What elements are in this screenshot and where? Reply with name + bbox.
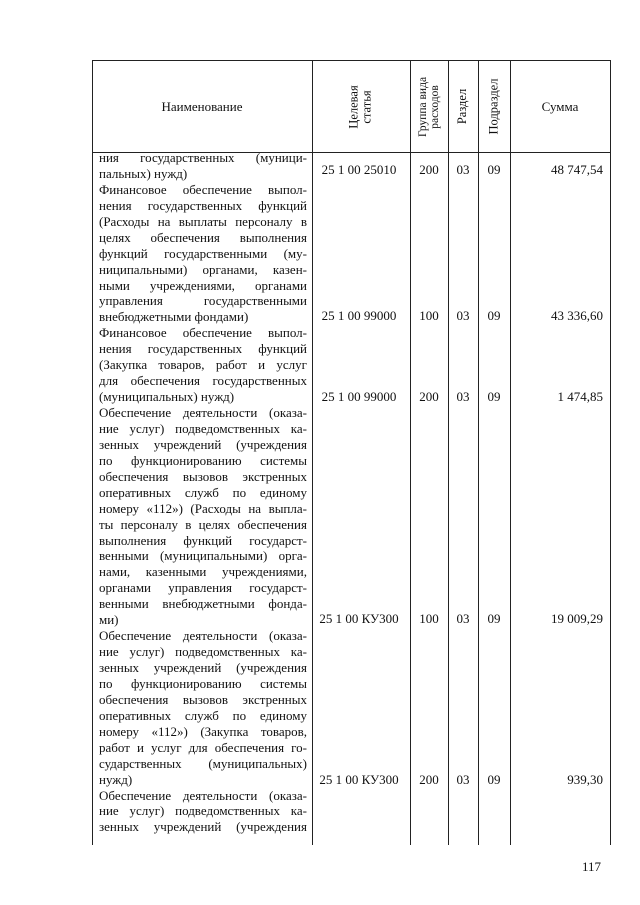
- name-line: [99, 278, 307, 294]
- name-word: нужд): [99, 771, 133, 787]
- name-line: [99, 309, 307, 325]
- name-line: [99, 803, 307, 819]
- name-word: ние: [99, 420, 119, 436]
- name-word: «112»): [146, 500, 183, 516]
- name-word: государственных: [147, 341, 243, 357]
- name-word: системы: [260, 675, 307, 691]
- name-word: ка-: [290, 644, 307, 660]
- name-word: учреждениями,: [149, 277, 235, 293]
- name-word: учреждениями,: [221, 564, 307, 580]
- name-word: (Закупка: [200, 723, 249, 739]
- name-word: функций: [258, 197, 307, 213]
- name-line: [99, 389, 307, 405]
- name-word: венными: [99, 596, 149, 612]
- name-word: оперативных: [99, 484, 172, 500]
- name-line: [99, 580, 307, 596]
- name-word: органами: [254, 277, 307, 293]
- header-subsection-label: Подраздел: [486, 78, 501, 135]
- name-word: в: [185, 516, 192, 532]
- header-sum-label: Сумма: [541, 98, 579, 114]
- name-word: персоналу: [235, 213, 293, 229]
- name-word: и: [136, 739, 144, 755]
- cell-sum: 19 009,29: [551, 611, 603, 626]
- cell-code: 25 1 00 99000: [321, 389, 397, 404]
- name-word: казенными: [145, 564, 207, 580]
- name-word: для: [99, 373, 119, 389]
- name-word: управления: [99, 293, 163, 309]
- header-code-line: статья: [360, 89, 374, 124]
- name-line: [99, 596, 307, 612]
- name-line: [99, 182, 307, 198]
- cell-code: 25 1 00 25010: [321, 162, 397, 177]
- name-word: подведомственных: [175, 644, 280, 660]
- name-line: [99, 628, 307, 644]
- name-word: учреждений: [153, 660, 222, 675]
- header-subsection: [478, 61, 510, 152]
- name-word: номеру: [99, 723, 140, 739]
- cell-group: 200: [419, 389, 439, 404]
- name-word: обеспечения: [237, 516, 307, 532]
- cell-subsection: 09: [487, 162, 501, 177]
- name-word: и: [258, 357, 266, 373]
- name-word: функционированию: [130, 452, 242, 468]
- cell-group: 200: [419, 162, 439, 177]
- name-word: выплаты: [178, 213, 227, 229]
- name-word: для: [188, 739, 208, 755]
- name-line: [99, 533, 307, 549]
- name-line: [99, 293, 307, 309]
- name-word: экстренных: [242, 691, 307, 707]
- name-word: работ: [99, 739, 130, 755]
- name-line: [99, 676, 307, 692]
- name-word: вызовов: [182, 691, 228, 707]
- name-word: по: [99, 452, 113, 468]
- name-line: [99, 548, 307, 564]
- cell-sum: 1 474,85: [557, 389, 603, 404]
- name-word: ными: [99, 277, 130, 293]
- name-word: ния: [99, 150, 119, 165]
- name-word: государст-: [249, 580, 307, 596]
- name-word: государственных: [140, 150, 235, 165]
- name-word: обеспечение: [182, 181, 252, 197]
- cell-group: 100: [419, 611, 439, 626]
- name-line: [99, 756, 307, 772]
- name-word: (учреждения: [236, 660, 307, 675]
- name-word: работ: [215, 357, 247, 373]
- name-word: деятельности: [182, 628, 258, 644]
- name-word: функций: [183, 532, 233, 548]
- name-word: орга-: [278, 548, 307, 564]
- name-line: [99, 166, 307, 182]
- name-line: [99, 437, 307, 453]
- cell-subsection: 09: [487, 611, 501, 626]
- name-word: фонда-: [268, 596, 307, 612]
- name-word: персоналу: [120, 516, 178, 532]
- name-word: сударственных: [99, 755, 182, 771]
- name-column-text: [99, 150, 307, 835]
- name-word: служб: [184, 484, 219, 500]
- cell-code: 25 1 00 КУ300: [319, 611, 399, 626]
- name-word: ми): [99, 612, 119, 628]
- name-word: (муниципальных): [208, 755, 307, 771]
- name-word: зенных: [99, 819, 140, 835]
- name-word: в: [300, 213, 307, 229]
- name-word: нения: [99, 341, 132, 357]
- name-word: внебюджетными фондами): [99, 309, 249, 325]
- name-word: государст-: [249, 532, 307, 548]
- name-line: [99, 660, 307, 676]
- column-divider: [478, 60, 479, 845]
- name-word: органами,: [202, 261, 258, 277]
- name-word: выпла-: [268, 500, 307, 516]
- cell-subsection: 09: [487, 308, 501, 323]
- cell-sum: 939,30: [567, 772, 603, 787]
- table-border-right: [610, 60, 611, 845]
- header-sum: [510, 61, 610, 152]
- name-line: [99, 453, 307, 469]
- name-word: венными: [99, 548, 149, 564]
- page-number: 117: [582, 859, 602, 874]
- name-word: ние: [99, 803, 119, 819]
- cell-sum: 43 336,60: [551, 308, 603, 323]
- name-line: [99, 421, 307, 437]
- name-word: деятельности: [182, 787, 258, 803]
- name-word: обеспечения: [150, 229, 220, 245]
- name-word: управления: [168, 580, 233, 596]
- column-divider: [312, 60, 313, 845]
- name-word: товаров,: [260, 723, 307, 739]
- name-word: функций: [258, 341, 307, 357]
- cell-group: 200: [419, 772, 439, 787]
- cell-subsection: 09: [487, 389, 501, 404]
- header-group-line: расходов: [429, 84, 442, 129]
- name-word: услуг: [150, 739, 182, 755]
- name-word: номеру: [99, 500, 140, 516]
- name-word: (му-: [283, 245, 307, 261]
- header-code-label: [348, 85, 374, 128]
- name-word: го-: [291, 739, 307, 755]
- name-line: [99, 357, 307, 373]
- header-section-label: Раздел: [455, 88, 470, 125]
- name-word: (учреждения: [236, 819, 307, 835]
- name-line: [99, 246, 307, 262]
- name-word: системы: [260, 452, 307, 468]
- name-word: подведомственных: [175, 803, 280, 819]
- name-word: Обеспечение: [99, 628, 172, 644]
- name-word: (Расходы: [190, 500, 241, 516]
- name-word: Финансовое: [99, 325, 167, 341]
- name-word: учреждений: [153, 819, 222, 835]
- name-line: [99, 469, 307, 485]
- name-word: оперативных: [99, 707, 172, 723]
- cell-section: 03: [456, 308, 470, 323]
- name-word: зенных: [99, 436, 140, 452]
- name-line: [99, 517, 307, 533]
- name-line: [99, 198, 307, 214]
- name-word: (муници-: [255, 150, 307, 165]
- name-line: [99, 644, 307, 660]
- name-word: нения: [99, 197, 132, 213]
- name-word: обеспечение: [182, 325, 252, 341]
- name-word: услуг): [129, 644, 165, 660]
- name-word: органами: [99, 580, 152, 596]
- name-word: ты: [99, 516, 114, 532]
- name-line: [99, 230, 307, 246]
- name-word: зенных: [99, 660, 140, 675]
- name-word: ние: [99, 644, 119, 660]
- cell-code: 25 1 00 КУ300: [319, 772, 399, 787]
- name-word: (Закупка: [99, 357, 148, 373]
- name-word: функций: [99, 245, 148, 261]
- name-word: Финансовое: [99, 181, 167, 197]
- cell-subsection: 09: [487, 772, 501, 787]
- name-word: казен-: [272, 261, 307, 277]
- name-word: выпол-: [268, 181, 307, 197]
- name-word: (оказа-: [269, 787, 307, 803]
- name-word: выполнения: [99, 532, 167, 548]
- name-line: [99, 214, 307, 230]
- name-word: внебюджетными: [162, 596, 255, 612]
- header-code-line: Целевая: [347, 84, 361, 129]
- name-word: на: [248, 500, 262, 516]
- table-border-left: [92, 60, 93, 845]
- cell-section: 03: [456, 611, 470, 626]
- name-line: [99, 772, 307, 788]
- name-line: [99, 819, 307, 835]
- name-word: Обеспечение: [99, 405, 172, 420]
- name-word: услуг: [276, 357, 307, 373]
- name-word: функционированию: [130, 675, 242, 691]
- name-word: единому: [259, 707, 307, 723]
- name-word: (учреждения: [236, 436, 307, 452]
- cell-section: 03: [456, 162, 470, 177]
- name-word: единому: [259, 484, 307, 500]
- name-word: государственных: [147, 197, 243, 213]
- name-word: выполнения: [239, 229, 307, 245]
- name-word: подведомственных: [175, 420, 280, 436]
- name-word: ка-: [290, 420, 307, 436]
- header-code: [312, 61, 410, 152]
- name-word: ниципальными): [99, 261, 188, 277]
- cell-sum: 48 747,54: [551, 162, 603, 177]
- name-word: (Расходы: [99, 213, 150, 229]
- name-word: обеспечения: [130, 373, 201, 389]
- name-word: обеспечения: [99, 691, 169, 707]
- name-word: учреждений: [153, 436, 222, 452]
- name-word: (муниципальными): [159, 548, 268, 564]
- name-line: [99, 740, 307, 756]
- cell-section: 03: [456, 772, 470, 787]
- name-word: по: [99, 675, 113, 691]
- name-word: по: [232, 484, 247, 500]
- name-word: (оказа-: [269, 628, 307, 644]
- column-divider: [510, 60, 511, 845]
- name-word: государственных: [212, 373, 307, 389]
- name-word: «112»): [151, 723, 188, 739]
- name-word: на: [157, 213, 171, 229]
- header-name: [92, 61, 312, 152]
- name-word: товаров,: [158, 357, 205, 373]
- name-line: [99, 788, 307, 804]
- name-word: услуг): [129, 420, 165, 436]
- name-line: [99, 262, 307, 278]
- name-line: [99, 325, 307, 341]
- header-group-line: Группа вида: [417, 76, 430, 137]
- header-group-label: [417, 76, 441, 136]
- name-line: [99, 485, 307, 501]
- name-word: служб: [184, 707, 219, 723]
- column-divider: [448, 60, 449, 845]
- name-word: целях: [99, 229, 131, 245]
- name-word: (оказа-: [269, 405, 307, 420]
- header-name-label: Наименование: [161, 98, 243, 114]
- name-word: нами,: [99, 564, 131, 580]
- name-word: обеспечения: [214, 739, 285, 755]
- name-word: по: [232, 707, 247, 723]
- name-word: вызовов: [182, 468, 228, 484]
- name-word: Обеспечение: [99, 787, 172, 803]
- name-word: пальных) нужд): [99, 165, 188, 181]
- name-line: [99, 405, 307, 421]
- name-line: [99, 708, 307, 724]
- header-group: [410, 61, 448, 152]
- name-line: [99, 341, 307, 357]
- name-word: (муниципальных) нужд): [99, 389, 235, 405]
- name-line: [99, 501, 307, 517]
- name-word: выпол-: [268, 325, 307, 341]
- header-section: [448, 61, 478, 152]
- name-line: [99, 150, 307, 166]
- name-word: деятельности: [182, 405, 258, 420]
- name-word: целях: [198, 516, 231, 532]
- name-word: обеспечения: [99, 468, 169, 484]
- column-divider: [410, 60, 411, 845]
- name-line: [99, 724, 307, 740]
- name-word: государственными: [164, 245, 268, 261]
- name-line: [99, 564, 307, 580]
- cell-group: 100: [419, 308, 439, 323]
- cell-code: 25 1 00 99000: [321, 308, 397, 323]
- name-line: [99, 612, 307, 628]
- name-word: ка-: [290, 803, 307, 819]
- name-word: экстренных: [242, 468, 307, 484]
- cell-section: 03: [456, 389, 470, 404]
- name-word: государственными: [203, 293, 307, 309]
- name-line: [99, 692, 307, 708]
- name-line: [99, 373, 307, 389]
- name-word: услуг): [129, 803, 165, 819]
